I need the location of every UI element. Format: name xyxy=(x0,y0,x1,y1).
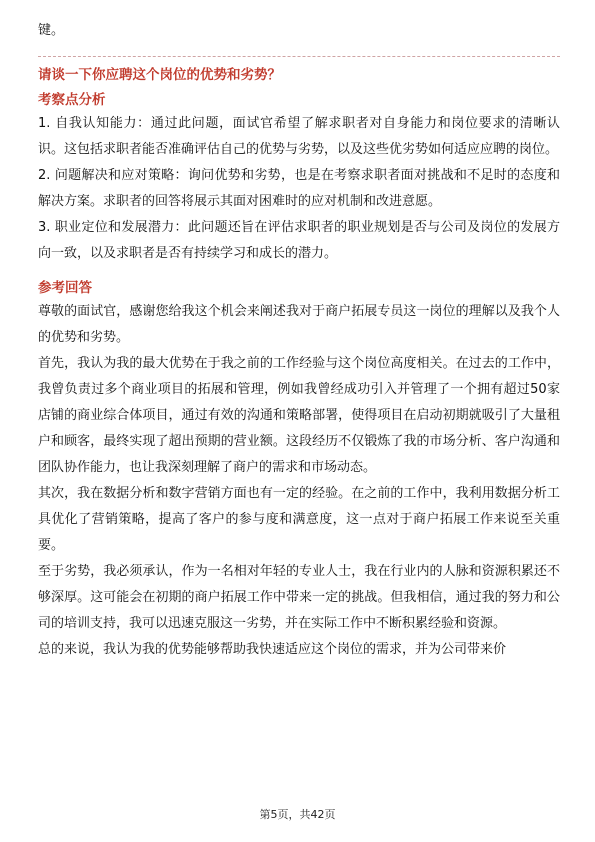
page-number: 第5页，共42页 xyxy=(259,808,336,821)
continued-text-fragment: 键。 xyxy=(38,23,65,38)
analysis-heading: 考察点分析 xyxy=(38,92,106,108)
answer-heading: 参考回答 xyxy=(38,280,92,296)
answer-paragraph: 其次，我在数据分析和数字营销方面也有一定的经验。在之前的工作中，我利用数据分析工具优化了营销策略，提高了客户的参与度和满意度，这一点对于商户拓展工作来说至关重要。 xyxy=(38,486,560,553)
answer-paragraph: 至于劣势，我必须承认，作为一名相对年轻的专业人士，我在行业内的人脉和资源积累还不够深厚。这可能会在初期的商户拓展工作中带来一定的挑战。但我相信，通过我的努力和公司的培训支持，我可以迅速克服这一劣势，并在实际工作中不断积累经验和资源。 xyxy=(38,564,560,631)
interview-question: 请谈一下你应聘这个岗位的优势和劣势？ xyxy=(38,67,281,83)
section-divider xyxy=(38,56,560,57)
analysis-point: 2. 问题解决和应对策略：询问优势和劣势，也是在考察求职者面对挑战和不足时的态度和解决方案。求职者的回答将展示其面对困难时的应对机制和改进意愿。 xyxy=(38,168,560,209)
page-content xyxy=(38,18,560,663)
answer-paragraph: 总的来说，我认为我的优势能够帮助我快速适应这个岗位的需求，并为公司带来价 xyxy=(38,642,507,657)
answer-paragraph: 首先，我认为我的最大优势在于我之前的工作经验与这个岗位高度相关。在过去的工作中，我曾负责过多个商业项目的拓展和管理，例如我曾经成功引入并管理了一个拥有超过50家店铺的商业综合体项目，通过有效的沟通和策略部署，使得项目在启动初期就吸引了大量租户和顾客，最终实现了超出预期的营业额。这段经历不仅锻炼了我的市场分析、客户沟通和团队协作能力，也让我深刻理解了商户的需求和市场动态。 xyxy=(38,356,560,475)
answer-paragraph: 尊敬的面试官，感谢您给我这个机会来阐述我对于商户拓展专员这一岗位的理解以及我个人的优势和劣势。 xyxy=(38,304,560,345)
analysis-point: 3. 职业定位和发展潜力：此问题还旨在评估求职者的职业规划是否与公司及岗位的发展方向一致，以及求职者是否有持续学习和成长的潜力。 xyxy=(38,220,560,261)
analysis-point: 1. 自我认知能力：通过此问题，面试官希望了解求职者对自身能力和岗位要求的清晰认识。这包括求职者能否准确评估自己的优势与劣势，以及这些优劣势如何适应应聘的岗位。 xyxy=(38,116,560,157)
spacer xyxy=(38,267,560,275)
